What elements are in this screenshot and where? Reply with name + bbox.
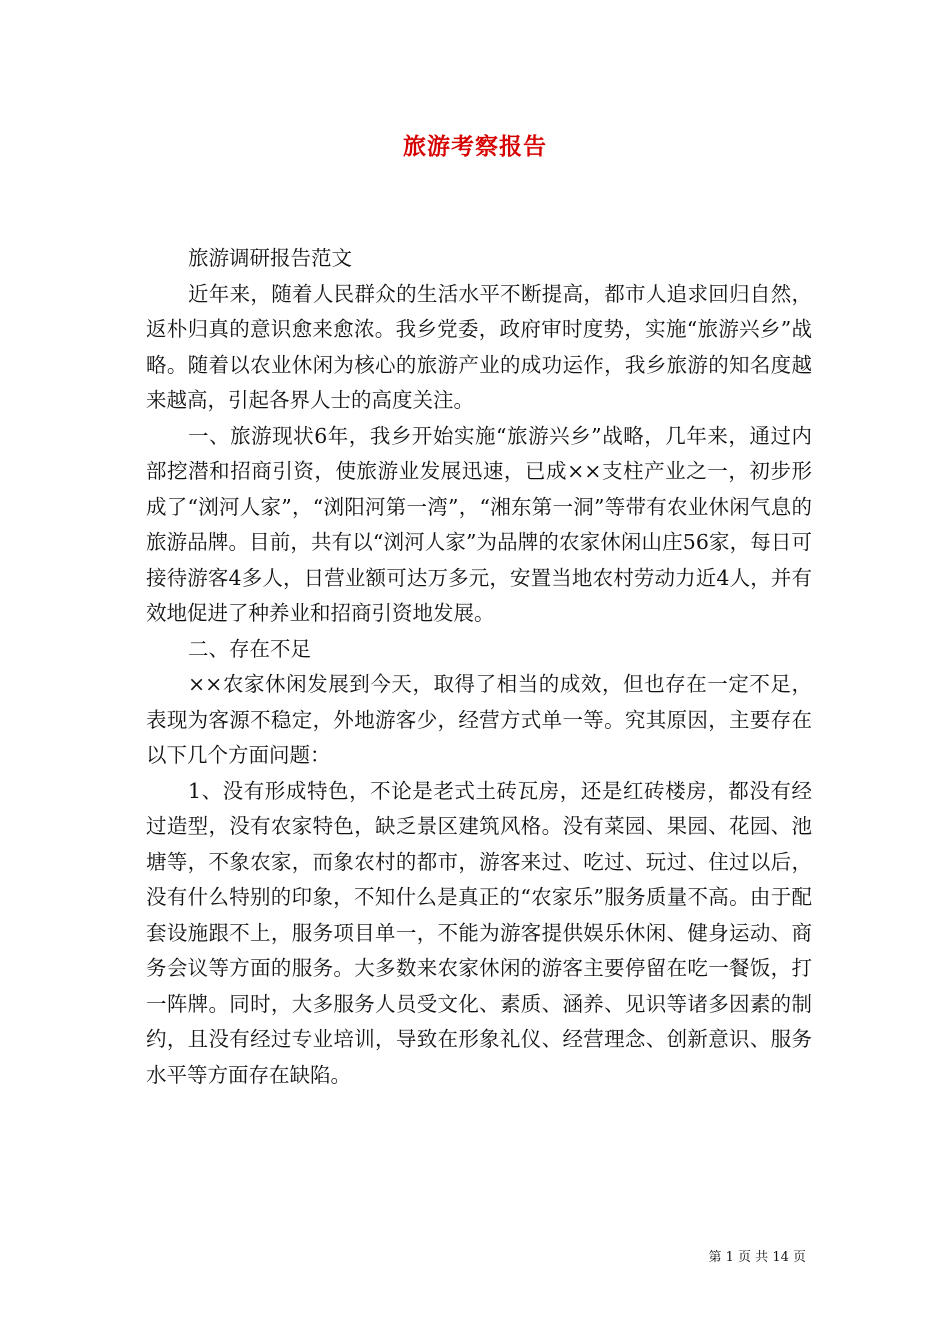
document-title: 旅游考察报告 <box>403 133 547 160</box>
paragraph-subtitle: 旅游调研报告范文 <box>188 246 352 270</box>
paragraph-shortcomings: ××农家休闲发展到今天，取得了相当的成效，但也存在一定不足，表现为客源不稳定，外地游客少，经营方式单一等。究其原因，主要存在以下几个方面问题： <box>146 672 812 767</box>
paragraph-status: 一、旅游现状6年，我乡开始实施“旅游兴乡”战略，几年来，通过内部挖潜和招商引资，使旅游业发展迅速，已成××支柱产业之一，初步形成了“浏河人家”，“浏阳河第一湾”，“湘东第一洞”等带有农业休闲气息的旅游品牌。目前，共有以“浏河人家”为品牌的农家休闲山庄56家，每日可接待游客4多人，日营业额可达万多元，安置当地农村劳动力近4人，并有效地促进了种养业和招商引资地发展。 <box>146 423 812 625</box>
document-body <box>146 241 812 1093</box>
paragraph-heading-shortcomings: 二、存在不足 <box>188 636 311 661</box>
page-number: 第 1 页 共 14 页 <box>708 1250 806 1265</box>
paragraph-point-1: 1、没有形成特色，不论是老式土砖瓦房，还是红砖楼房，都没有经过造型，没有农家特色，缺乏景区建筑风格。没有菜园、果园、花园、池塘等，不象农家，而象农村的都市，游客来过、吃过、玩过、住过以后，没有什么特别的印象，不知什么是真正的“农家乐”服务质量不高。由于配套设施跟不上，服务项目单一，不能为游客提供娱乐休闲、健身运动、商务会议等方面的服务。大多数来农家休闲的游客主要停留在吃一餐饭，打一阵牌。同时，大多服务人员受文化、素质、涵养、见识等诸多因素的制约，且没有经过专业培训，导致在形象礼仪、经营理念、创新意识、服务水平等方面存在缺陷。 <box>146 778 812 1087</box>
paragraph-intro: 近年来，随着人民群众的生活水平不断提高，都市人追求回归自然，返朴归真的意识愈来愈浓。我乡党委，政府审时度势，实施“旅游兴乡”战略。随着以农业休闲为核心的旅游产业的成功运作，我乡旅游的知名度越来越高，引起各界人士的高度关注。 <box>146 281 812 412</box>
